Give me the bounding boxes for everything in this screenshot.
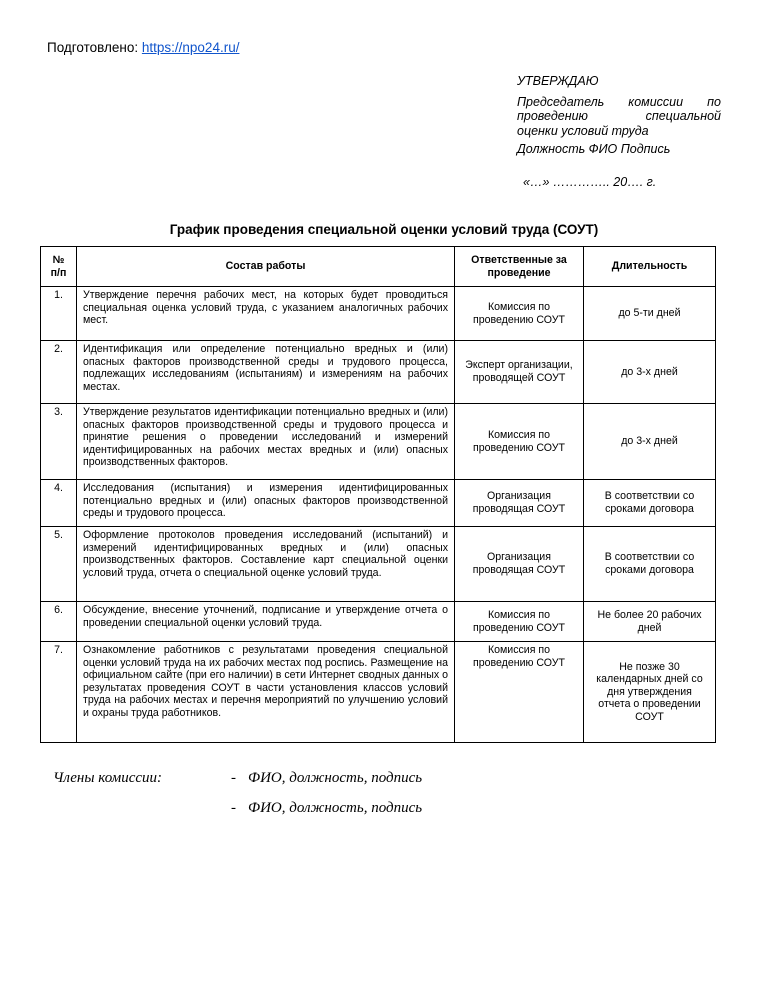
row-work: Ознакомление работников с результатами проведения специальной оценки условий труда на их рабочих местах под роспись. Размещение на официальном сайте (при его наличии) в сети Интернет сводных данных о результатах проведения СОУТ в части установления классов условий труда на рабочих местах и перечня мероприятий по улучшению условий и охраны труда работников. bbox=[77, 642, 455, 743]
members-label: Члены комиссии: bbox=[53, 770, 163, 786]
row-work: Идентификация или определение потенциально вредных и (или) опасных факторов производственной среды и трудового процесса, подлежащих исследованиям (испытаниям) и измерениям на рабочих местах. bbox=[77, 341, 455, 404]
table-row bbox=[41, 341, 716, 404]
table-row bbox=[41, 404, 716, 480]
member-dash: - bbox=[231, 770, 236, 786]
table-row bbox=[41, 287, 716, 341]
row-responsible: Комиссия по проведению СОУТ bbox=[455, 287, 584, 341]
prepared-by-line bbox=[47, 40, 239, 55]
prepared-label: Подготовлено: bbox=[47, 40, 142, 55]
row-number: 2. bbox=[41, 341, 77, 404]
table-row bbox=[41, 602, 716, 642]
row-duration: В соответствии со сроками договора bbox=[584, 480, 716, 527]
row-responsible: Организация проводящая СОУТ bbox=[455, 480, 584, 527]
row-number: 3. bbox=[41, 404, 77, 480]
row-work: Утверждение результатов идентификации потенциально вредных и (или) опасных факторов производственной среды и трудового процесса и принятие решения о проведении исследований и измерений идентифицированных на рабочих местах вредных и (или) опасных производственных факторов. bbox=[77, 404, 455, 480]
member-entry: ФИО, должность, подпись bbox=[248, 800, 423, 816]
member-dash: - bbox=[231, 800, 236, 816]
approval-date: «…» ………….. 20…. г. bbox=[523, 174, 657, 189]
row-duration: Не более 20 рабочих дней bbox=[584, 602, 716, 642]
approval-block bbox=[517, 74, 721, 189]
approval-title: УТВЕРЖДАЮ bbox=[517, 74, 599, 88]
member-entry: ФИО, должность, подпись bbox=[248, 770, 423, 786]
approval-line-2: проведению специальной bbox=[517, 109, 721, 123]
row-work: Обсуждение, внесение уточнений, подписание и утверждение отчета о проведении специальной оценки условий труда. bbox=[77, 602, 455, 642]
row-number: 7. bbox=[41, 642, 77, 743]
column-header-number: № п/п bbox=[41, 247, 77, 287]
table-row bbox=[41, 480, 716, 527]
member-line bbox=[231, 800, 422, 817]
row-responsible: Комиссия по проведению СОУТ bbox=[455, 602, 584, 642]
table-row bbox=[41, 527, 716, 602]
row-work: Исследования (испытания) и измерения идентифицированных потенциально вредных и (или) опасных факторов производственной среды и трудового процесса. bbox=[77, 480, 455, 527]
approval-signature: Должность ФИО Подпись bbox=[517, 142, 671, 156]
row-responsible: Организация проводящая СОУТ bbox=[455, 527, 584, 602]
row-duration: до 3-х дней bbox=[584, 404, 716, 480]
row-duration: В соответствии со сроками договора bbox=[584, 527, 716, 602]
row-work: Оформление протоколов проведения исследований (испытаний) и измерений идентифицированных вредных и (или) опасных производственных факторов. Составление карт специальной оценки условий труда, отчета о специальной оценке условий труда. bbox=[77, 527, 455, 602]
column-header-work: Состав работы bbox=[77, 247, 455, 287]
document-title: График проведения специальной оценки условий труда (СОУТ) bbox=[169, 222, 599, 237]
row-duration: до 5-ти дней bbox=[584, 287, 716, 341]
column-header-duration: Длительность bbox=[584, 247, 716, 287]
row-responsible: Комиссия по проведению СОУТ bbox=[455, 642, 584, 743]
row-number: 1. bbox=[41, 287, 77, 341]
schedule-table bbox=[40, 246, 716, 743]
source-link[interactable]: https://npo24.ru/ bbox=[141, 40, 240, 55]
table-row bbox=[41, 642, 716, 743]
approval-line-3: оценки условий труда bbox=[517, 123, 649, 138]
row-duration: Не позже 30 календарных дней со дня утверждения отчета о проведении СОУТ bbox=[584, 642, 716, 743]
table-header-row bbox=[41, 247, 716, 287]
member-line bbox=[231, 770, 422, 787]
row-work: Утверждение перечня рабочих мест, на которых будет проводиться специальная оценка условий труда, с указанием аналогичных рабочих мест. bbox=[77, 287, 455, 341]
approval-line-1: Председатель комиссии по bbox=[517, 94, 721, 109]
row-number: 6. bbox=[41, 602, 77, 642]
row-responsible: Эксперт организации, проводящей СОУТ bbox=[455, 341, 584, 404]
row-number: 4. bbox=[41, 480, 77, 527]
row-responsible: Комиссия по проведению СОУТ bbox=[455, 404, 584, 480]
column-header-responsible: Ответственные за проведение bbox=[455, 247, 584, 287]
row-duration: до 3-х дней bbox=[584, 341, 716, 404]
row-number: 5. bbox=[41, 527, 77, 602]
